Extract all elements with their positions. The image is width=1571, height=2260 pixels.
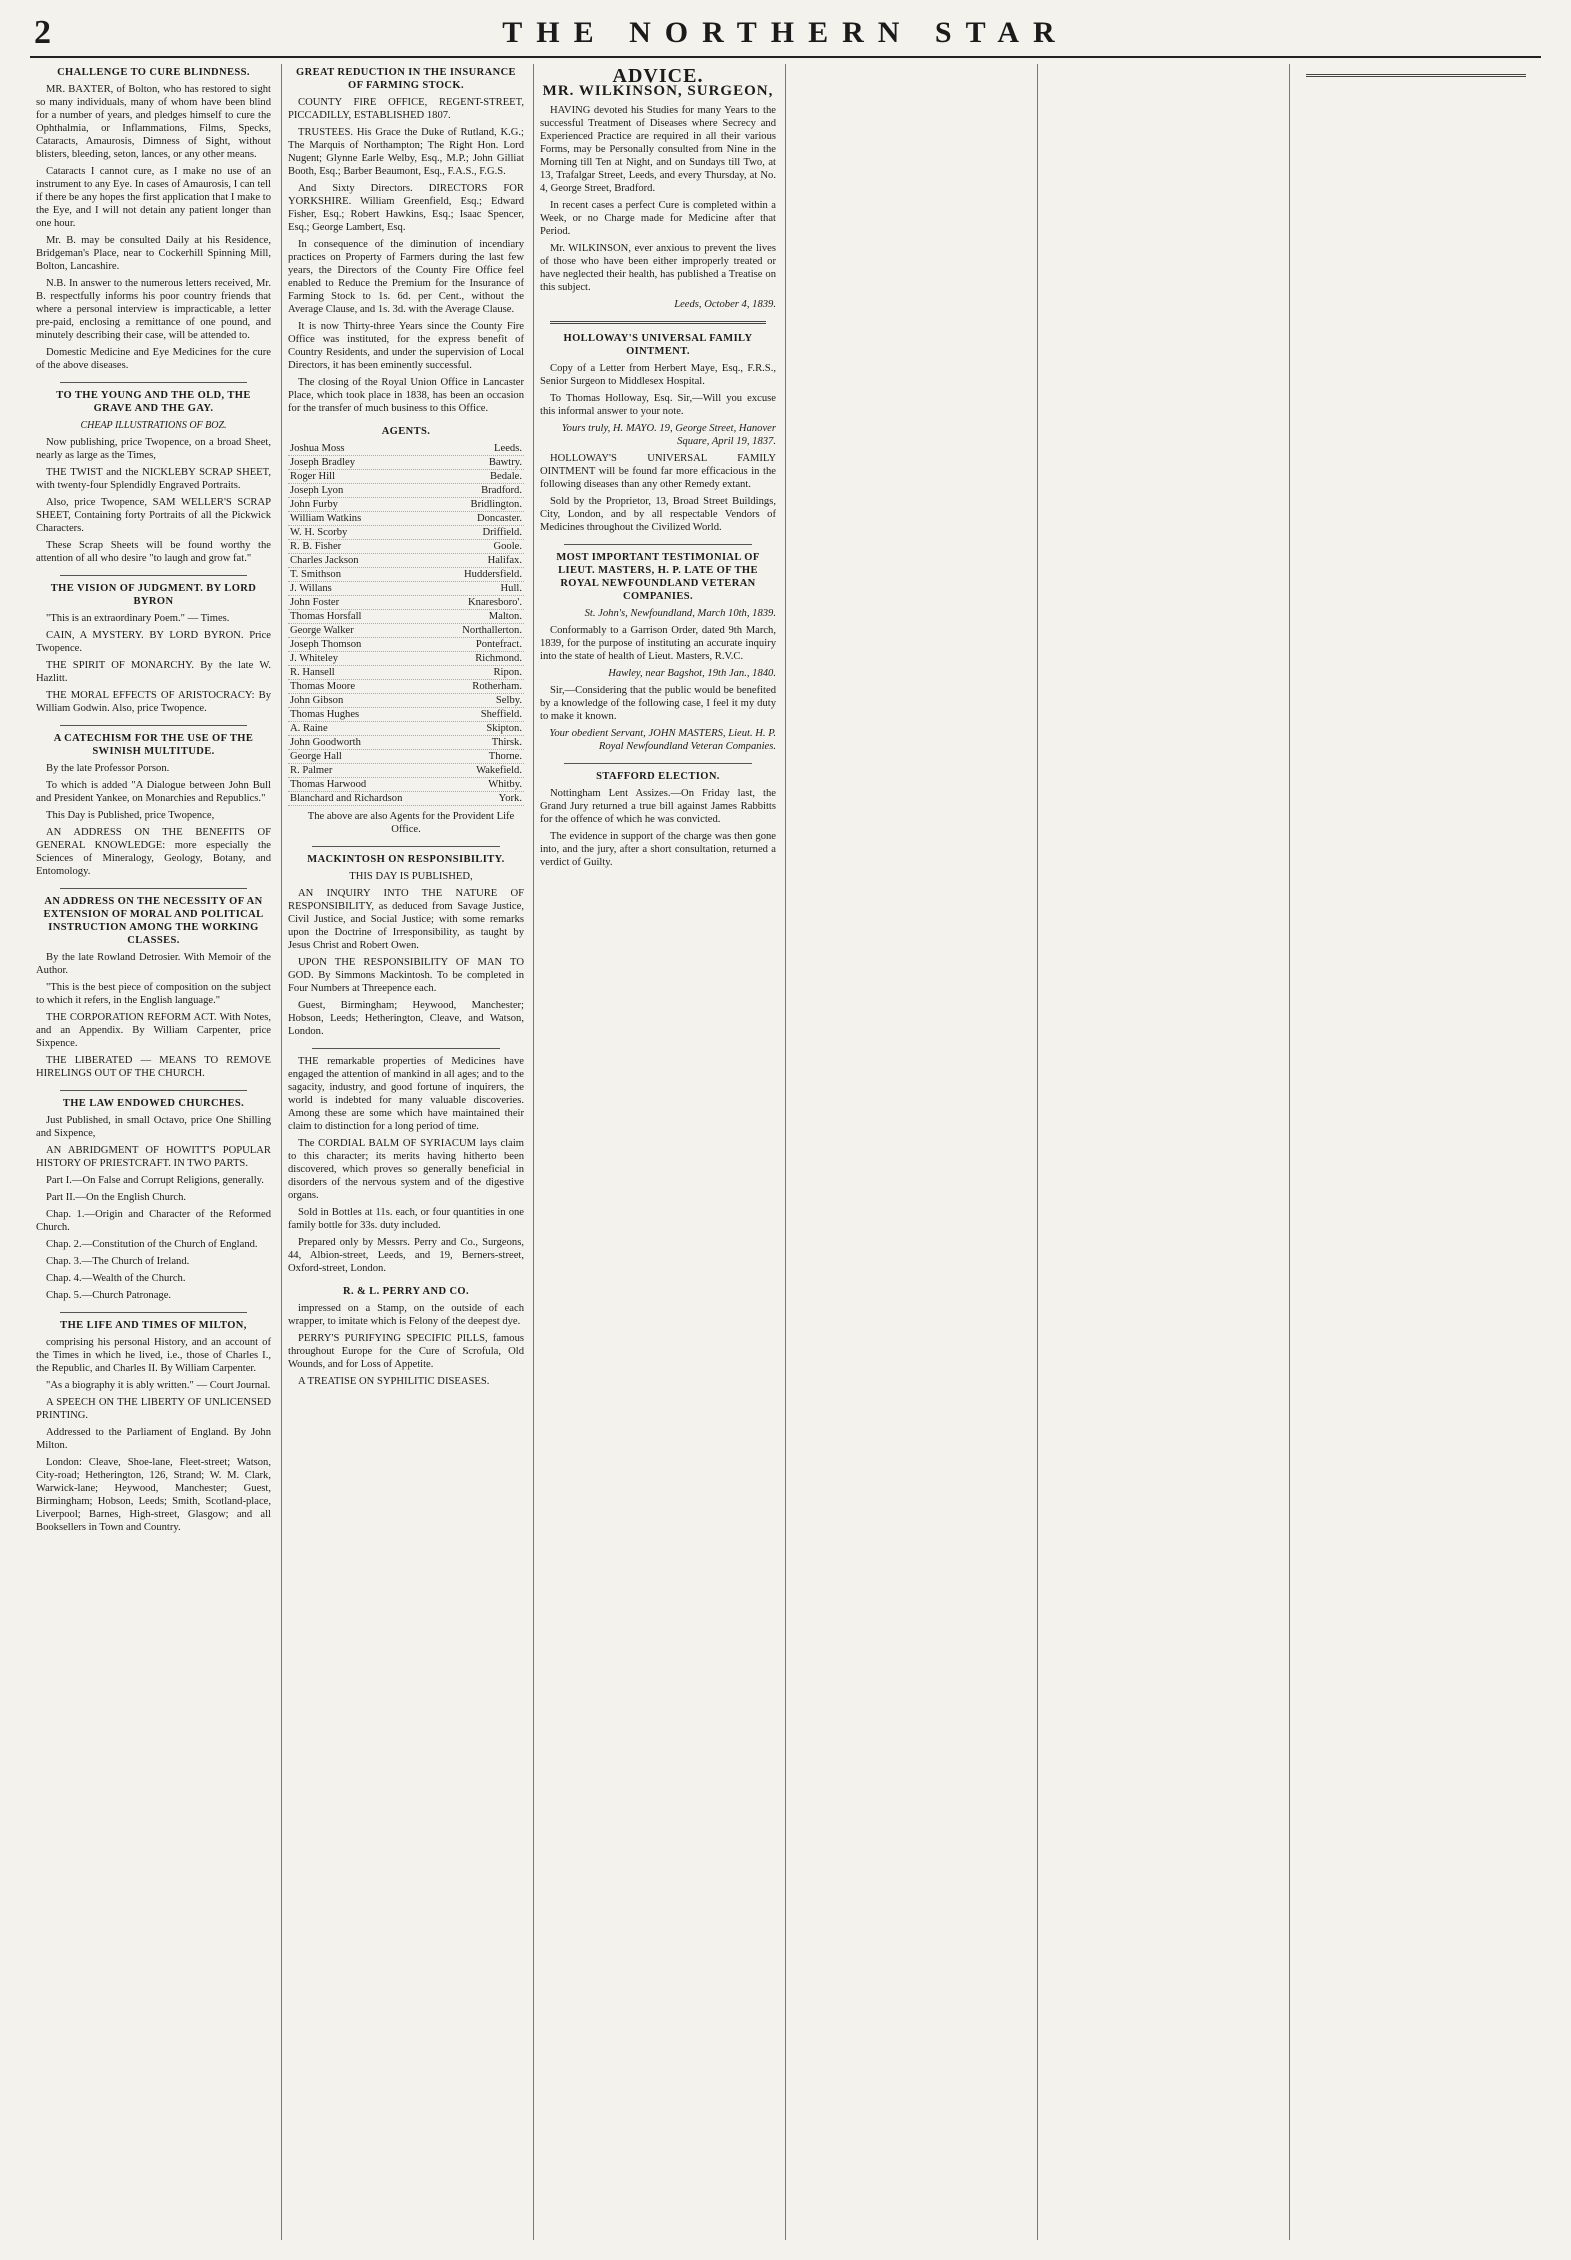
- article-paragraph: Part I.—On False and Corrupt Religions, generally.: [46, 1175, 264, 1186]
- divider: [60, 888, 247, 889]
- article-paragraph: AN ABRIDGMENT OF HOWITT'S POPULAR HISTORY OF PRIESTCRAFT. IN TWO PARTS.: [36, 1145, 271, 1169]
- article-paragraph: To which is added "A Dialogue between John Bull and President Yankee, on Monarchies and Republics.": [36, 780, 271, 804]
- agent-town: Hull.: [500, 583, 522, 594]
- article-heading: ADVICE.: [612, 65, 704, 87]
- article-paragraph: AN ADDRESS ON THE BENEFITS OF GENERAL KNOWLEDGE: more especially the Sciences of Mineralogy, Geology, Botany, and Entomology.: [36, 827, 271, 877]
- divider: [60, 575, 247, 576]
- article-paragraph: Chap. 2.—Constitution of the Church of England.: [46, 1239, 258, 1250]
- list-item: [288, 736, 524, 750]
- page-number: 2: [34, 14, 51, 51]
- agent-town: Knaresboro'.: [468, 597, 522, 608]
- article-paragraph: Domestic Medicine and Eye Medicines for the cure of the above diseases.: [36, 347, 271, 371]
- article-paragraph: AN INQUIRY INTO THE NATURE OF RESPONSIBILITY, as deduced from Savage Justice, Civil Justice, and Social Justice; with some remarks upon the Doctrine of Irresponsibility, as taught by Jesus Christ and Robert Owen.: [288, 888, 524, 951]
- list-item: [288, 652, 524, 666]
- article-paragraph: A SPEECH ON THE LIBERTY OF UNLICENSED PRINTING.: [36, 1397, 271, 1421]
- list-item: [288, 638, 524, 652]
- agents-list: [288, 425, 524, 836]
- list-item: [288, 610, 524, 624]
- article-paragraph: In consequence of the diminution of incendiary practices on Property of Farmers during the last few years, the Directors of the County Fire Office feel enabled to Reduce the Premium for the Insurance of Farming Stock to 1s. 6d. per Cent., without the Average Clause, and 1s. 3d. with the Average Clause.: [288, 239, 524, 315]
- agent-town: Selby.: [495, 695, 522, 706]
- agent-name: Joseph Lyon: [290, 485, 344, 496]
- columns: [30, 64, 1541, 2244]
- article-paragraph: comprising his personal History, and an account of the Times in which he lived, i.e., those of Charles I., the Republic, and Charles II. By William Carpenter.: [36, 1337, 271, 1374]
- column-4: [785, 64, 1034, 2240]
- list-item: [288, 526, 524, 540]
- agent-name: John Foster: [290, 597, 340, 608]
- list-item: [288, 680, 524, 694]
- divider: [312, 1048, 500, 1049]
- article-heading: A CATECHISM FOR THE USE OF THE SWINISH MULTITUDE.: [53, 733, 254, 757]
- agent-name: George Hall: [290, 751, 342, 762]
- article-paragraph: In recent cases a perfect Cure is completed within a Week, or no Charge made for Medicine after that Period.: [540, 200, 776, 237]
- list-item: [288, 442, 524, 456]
- article-heading: R. & L. PERRY AND CO.: [342, 1286, 470, 1297]
- article-balm: [288, 1055, 524, 1275]
- agent-town: Goole.: [493, 541, 522, 552]
- list-item: [288, 540, 524, 554]
- article-paragraph: Prepared only by Messrs. Perry and Co., Surgeons, 44, Albion-street, Leeds, and 19, Berners-street, Oxford-street, London.: [288, 1237, 524, 1274]
- article-paragraph: "As a biography it is ably written." — Court Journal.: [46, 1380, 271, 1391]
- article-heading: TO THE YOUNG AND THE OLD, THE GRAVE AND THE GAY.: [56, 390, 251, 414]
- agent-name: Thomas Horsfall: [290, 611, 362, 622]
- agent-name: A. Raine: [290, 723, 328, 734]
- agent-name: T. Smithson: [290, 569, 342, 580]
- article-milton: [36, 1319, 271, 1534]
- agent-town: Skipton.: [486, 723, 522, 734]
- article-dateline: St. John's, Newfoundland, March 10th, 1839.: [584, 608, 776, 619]
- list-item: [288, 694, 524, 708]
- list-item: [288, 792, 524, 806]
- article-churches: [36, 1097, 271, 1302]
- article-paragraph: By the late Rowland Detrosier. With Memoir of the Author.: [36, 952, 271, 976]
- article-paragraph: "This is an extraordinary Poem." — Times.: [46, 613, 230, 624]
- article-heading: THE LAW ENDOWED CHURCHES.: [62, 1098, 245, 1109]
- agent-town: Thorne.: [488, 751, 522, 762]
- article-paragraph: The closing of the Royal Union Office in Lancaster Place, which took place in 1838, has been an occasion for the transfer of much business to this Office.: [288, 377, 524, 414]
- article-paragraph: N.B. In answer to the numerous letters received, Mr. B. respectfully informs his poor country friends that where a personal interview is impracticable, a letter pre-paid, enclosing a remittance of one pound, and minutely describing their case, will be attended to.: [36, 278, 271, 341]
- article-dateline: Hawley, near Bagshot, 19th Jan., 1840.: [608, 668, 776, 679]
- list-item: [288, 456, 524, 470]
- article-paragraph: Cataracts I cannot cure, as I make no use of an instrument to any Eye. In cases of Amaurosis, I can tell if there be any hopes the first application that I make to the Eye, and I will not detain any patient longer than one hour.: [36, 166, 271, 229]
- divider: [60, 1090, 247, 1091]
- article-boz: [36, 389, 271, 565]
- agent-name: Charles Jackson: [290, 555, 359, 566]
- article-paragraph: THE remarkable properties of Medicines have engaged the attention of mankind in all ages; and to the sagacity, industry, and good fortune of inquirers, the world is indebted for many valuable discoveries. Among these are some which have maintained their claim to distinction for a long period of time.: [288, 1056, 524, 1132]
- article-stafford-election: [540, 770, 776, 869]
- article-paragraph: Also, price Twopence, SAM WELLER'S SCRAP SHEET, Containing forty Portraits of all the Pickwick Characters.: [36, 497, 271, 534]
- agent-town: Ripon.: [493, 667, 522, 678]
- agent-town: Driffield.: [482, 527, 522, 538]
- agent-town: Bedale.: [489, 471, 522, 482]
- list-item: [288, 582, 524, 596]
- article-paragraph: To Thomas Holloway, Esq. Sir,—Will you excuse this informal answer to your note.: [540, 393, 776, 417]
- article-paragraph: Nottingham Lent Assizes.—On Friday last, the Grand Jury returned a true bill against James Rabbitts for the offence of which he was convicted.: [540, 788, 776, 825]
- article-paragraph: London: Cleave, Shoe-lane, Fleet-street; Watson, City-road; Hetherington, 126, Strand; W. M. Clark, Warwick-lane; Heywood, Manchester; Guest, Birmingham; Hobson, Leeds; Smith, Scotland-place, Liverpool; Barnes, High-street, Glasgow; and all Booksellers in Town and Country.: [36, 1457, 271, 1533]
- list-item: [288, 554, 524, 568]
- article-paragraph: PERRY'S PURIFYING SPECIFIC PILLS, famous throughout Europe for the Cure of Scrofula, Old Wounds, and for Loss of Appetite.: [288, 1333, 524, 1370]
- agent-name: R. B. Fisher: [290, 541, 342, 552]
- list-item: [288, 778, 524, 792]
- agent-name: Thomas Harwood: [290, 779, 367, 790]
- article-paragraph: Sir,—Considering that the public would be benefited by a knowledge of the following case, I feel it my duty to make it known.: [540, 685, 776, 722]
- article-paragraph: Chap. 1.—Origin and Character of the Reformed Church.: [36, 1209, 271, 1233]
- article-heading: HOLLOWAY'S UNIVERSAL FAMILY OINTMENT.: [563, 333, 753, 357]
- article-advice: [540, 65, 776, 311]
- article-paragraph: It is now Thirty-three Years since the County Fire Office was instituted, for the express benefit of Country Residents, and under the supervision of Local Directors, it has been eminently successful.: [288, 321, 524, 371]
- article-heading: GREAT REDUCTION IN THE INSURANCE OF FARMING STOCK.: [296, 67, 516, 91]
- article-signature: Your obedient Servant, JOHN MASTERS, Lieut. H. P. Royal Newfoundland Veteran Companies.: [549, 728, 776, 752]
- agent-town: Malton.: [488, 611, 522, 622]
- column-5: [1037, 64, 1286, 2240]
- agent-town: Thirsk.: [491, 737, 522, 748]
- article-paragraph: UPON THE RESPONSIBILITY OF MAN TO GOD. By Simmons Mackintosh. To be completed in Four Numbers at Threepence each.: [288, 957, 524, 994]
- agent-name: John Gibson: [290, 695, 344, 706]
- article-paragraph: CAIN, A MYSTERY. BY LORD BYRON. Price Twopence.: [36, 630, 271, 654]
- agent-town: Doncaster.: [476, 513, 522, 524]
- divider: [550, 321, 766, 324]
- list-item: [288, 666, 524, 680]
- article-paragraph: Chap. 3.—The Church of Ireland.: [46, 1256, 190, 1267]
- article-paragraph: Copy of a Letter from Herbert Maye, Esq., F.R.S., Senior Surgeon to Middlesex Hospital.: [540, 363, 776, 387]
- list-item: [288, 708, 524, 722]
- article-paragraph: MR. BAXTER, of Bolton, who has restored to sight so many individuals, many of whom have been blind for a number of years, and pledges himself to cure the Ophthalmia, or Inflammations, Films, Specks, Cataracts, Amaurosis, Dimness of Sight, without blisters, bleeding, seton, lances, or any other means.: [36, 84, 271, 160]
- agent-town: Whitby.: [488, 779, 522, 790]
- column-1: [30, 64, 277, 2240]
- article-paragraph: THIS DAY IS PUBLISHED,: [349, 871, 473, 882]
- article-heading: CHALLENGE TO CURE BLINDNESS.: [57, 67, 250, 78]
- article-paragraph: By the late Professor Porson.: [46, 763, 170, 774]
- agent-name: William Watkins: [290, 513, 362, 524]
- article-paragraph: This Day is Published, price Twopence,: [46, 810, 215, 821]
- agent-name: Joseph Bradley: [290, 457, 356, 468]
- agent-town: Huddersfield.: [464, 569, 522, 580]
- article-heading: MOST IMPORTANT TESTIMONIAL OF LIEUT. MASTERS, H. P. LATE OF THE ROYAL NEWFOUNDLAND VETERAN COMPANIES.: [556, 552, 760, 602]
- divider: [312, 846, 500, 847]
- article-paragraph: Conformably to a Garrison Order, dated 9th March, 1839, for the purpose of instituting an accurate inquiry into the state of health of Lieut. Masters, R.V.C.: [540, 625, 776, 662]
- agent-town: Bridlington.: [470, 499, 522, 510]
- article-testimonial: [540, 551, 776, 753]
- article-heading: AGENTS.: [381, 426, 431, 437]
- list-item: [288, 568, 524, 582]
- article-paragraph: Addressed to the Parliament of England. By John Milton.: [36, 1427, 271, 1451]
- agent-town: Pontefract.: [475, 639, 522, 650]
- article-mackintosh: [288, 853, 524, 1038]
- agent-town: Rotherham.: [472, 681, 522, 692]
- article-subheading: MR. WILKINSON, SURGEON,: [542, 83, 774, 99]
- agent-name: J. Whiteley: [290, 653, 339, 664]
- agent-name: Blanchard and Richardson: [290, 793, 403, 804]
- agent-town: Bradford.: [481, 485, 522, 496]
- list-item: [288, 764, 524, 778]
- agent-name: Roger Hill: [290, 471, 336, 482]
- article-heading: AN ADDRESS ON THE NECESSITY OF AN EXTENSION OF MORAL AND POLITICAL INSTRUCTION AMONG THE WORKING CLASSES.: [43, 896, 264, 946]
- article-paragraph: TRUSTEES. His Grace the Duke of Rutland, K.G.; The Marquis of Northampton; The Right Hon. Lord Nugent; Glynne Earle Welby, Esq., M.P.; John Gilliat Booth, Esq.; Barber Beaumont, Esq., F.A.S., F.G.S.: [288, 127, 524, 177]
- article-catechism: [36, 732, 271, 878]
- list-item: [288, 498, 524, 512]
- agents-note: The above are also Agents for the Provident Life Office.: [307, 811, 515, 835]
- article-paragraph: Sold by the Proprietor, 13, Broad Street Buildings, City, London, and by all respectable Vendors of Medicines throughout the Civilized World.: [540, 496, 776, 533]
- agent-name: Thomas Hughes: [290, 709, 360, 720]
- article-paragraph: THE TWIST and the NICKLEBY SCRAP SHEET, with twenty-four Splendidly Engraved Portraits.: [36, 467, 271, 491]
- agent-name: W. H. Scorby: [290, 527, 348, 538]
- agent-name: John Goodworth: [290, 737, 361, 748]
- article-paragraph: HOLLOWAY'S UNIVERSAL FAMILY OINTMENT will be found far more efficacious in the following diseases than any other Remedy extant.: [540, 453, 776, 490]
- article-paragraph: THE CORPORATION REFORM ACT. With Notes, and an Appendix. By William Carpenter, price Sixpence.: [36, 1012, 271, 1049]
- article-paragraph: "This is the best piece of composition on the subject to which it refers, in the English language.": [36, 982, 271, 1006]
- article-heading: MACKINTOSH ON RESPONSIBILITY.: [307, 854, 505, 865]
- divider: [564, 763, 752, 764]
- agent-town: Richmond.: [475, 653, 522, 664]
- agent-town: Halifax.: [487, 555, 522, 566]
- article-signature: Yours truly, H. MAYO. 19, George Street, Hanover Square, April 19, 1837.: [561, 423, 776, 447]
- divider: [60, 382, 247, 383]
- article-detrosier: [36, 895, 271, 1080]
- article-paragraph: THE MORAL EFFECTS OF ARISTOCRACY: By William Godwin. Also, price Twopence.: [36, 690, 271, 714]
- article-paragraph: Sold in Bottles at 11s. each, or four quantities in one family bottle for 33s. duty included.: [288, 1207, 524, 1231]
- agent-name: Thomas Moore: [290, 681, 356, 692]
- agent-name: R. Palmer: [290, 765, 333, 776]
- article-paragraph: Part II.—On the English Church.: [46, 1192, 187, 1203]
- agent-town: Northallerton.: [462, 625, 522, 636]
- article-paragraph: impressed on a Stamp, on the outside of each wrapper, to imitate which is Felony of the deepest dye.: [288, 1303, 524, 1327]
- list-item: [288, 722, 524, 736]
- agent-name: R. Hansell: [290, 667, 335, 678]
- article-holloway: [540, 332, 776, 534]
- newspaper-title: THE NORTHERN STAR: [502, 16, 1069, 49]
- agent-name: Joshua Moss: [290, 443, 345, 454]
- agent-town: Sheffield.: [480, 709, 522, 720]
- article-paragraph: Mr. B. may be consulted Daily at his Residence, Bridgeman's Place, near to Cockerhill Spinning Mill, Bolton, Lancashire.: [36, 235, 271, 272]
- agent-name: John Furby: [290, 499, 338, 510]
- article-heading: THE LIFE AND TIMES OF MILTON,: [60, 1320, 247, 1331]
- article-paragraph: Mr. WILKINSON, ever anxious to prevent the lives of those who have been either improperly treated or have neglected their health, has published a Treatise on this subject.: [540, 243, 776, 293]
- list-item: [288, 596, 524, 610]
- article-insurance: [288, 66, 524, 415]
- article-perry: [288, 1285, 524, 1388]
- article-signature: Leeds, October 4, 1839.: [674, 299, 776, 310]
- agent-name: Joseph Thomson: [290, 639, 362, 650]
- article-heading: STAFFORD ELECTION.: [596, 771, 720, 782]
- article-paragraph: Just Published, in small Octavo, price One Shilling and Sixpence,: [36, 1115, 271, 1139]
- agent-town: York.: [498, 793, 522, 804]
- article-blindness: [36, 66, 271, 372]
- article-paragraph: HAVING devoted his Studies for many Years to the successful Treatment of Diseases where Secrecy and Experienced Practice are required in all their various Forms, may be Personally consulted from Nine in the Morning till Ten at Night, and on Sundays till Two, at 13, Trafalgar Street, Leeds, and every Thursday, at No. 4, George Street, Bradford.: [540, 105, 776, 194]
- article-paragraph: Now publishing, price Twopence, on a broad Sheet, nearly as large as the Times,: [36, 437, 271, 461]
- agents-table: [288, 442, 524, 806]
- article-paragraph: A TREATISE ON SYPHILITIC DISEASES.: [298, 1376, 490, 1387]
- agent-name: J. Willans: [290, 583, 332, 594]
- article-subheading: CHEAP ILLUSTRATIONS OF BOZ.: [80, 420, 227, 431]
- list-item: [288, 512, 524, 526]
- column-2: [281, 64, 530, 2240]
- article-paragraph: Chap. 4.—Wealth of the Church.: [46, 1273, 186, 1284]
- list-item: [288, 484, 524, 498]
- article-paragraph: THE SPIRIT OF MONARCHY. By the late W. Hazlitt.: [36, 660, 271, 684]
- divider: [60, 725, 247, 726]
- list-item: [288, 470, 524, 484]
- agent-town: Bawtry.: [488, 457, 522, 468]
- article-paragraph: The CORDIAL BALM OF SYRIACUM lays claim to this character; its merits having hitherto been discovered, which proves so generally beneficial in disorders of the nervous system and of the digestive organs.: [288, 1138, 524, 1201]
- divider: [564, 544, 752, 545]
- article-paragraph: Chap. 5.—Church Patronage.: [46, 1290, 172, 1301]
- list-item: [288, 750, 524, 764]
- agent-town: Leeds.: [494, 443, 522, 454]
- article-paragraph: The evidence in support of the charge was then gone into, and the jury, after a short consultation, returned a verdict of Guilty.: [540, 831, 776, 868]
- divider: [1306, 74, 1526, 77]
- article-paragraph: These Scrap Sheets will be found worthy the attention of all who desire "to laugh and grow fat.": [36, 540, 271, 564]
- agent-town: Wakefield.: [476, 765, 522, 776]
- masthead: [30, 12, 1541, 58]
- article-heading: THE VISION OF JUDGMENT. BY LORD BYRON: [50, 583, 257, 607]
- agent-name: George Walker: [290, 625, 354, 636]
- article-paragraph: Guest, Birmingham; Heywood, Manchester; Hobson, Leeds; Hetherington, Cleave, and Watson, London.: [288, 1000, 524, 1037]
- column-6: [1289, 64, 1542, 2240]
- article-paragraph: COUNTY FIRE OFFICE, REGENT-STREET, PICCADILLY, ESTABLISHED 1807.: [288, 97, 524, 121]
- divider: [60, 1312, 247, 1313]
- column-3: [533, 64, 782, 2240]
- article-paragraph: THE LIBERATED — MEANS TO REMOVE HIRELINGS OUT OF THE CHURCH.: [36, 1055, 271, 1079]
- list-item: [288, 624, 524, 638]
- article-paragraph: And Sixty Directors. DIRECTORS FOR YORKSHIRE. William Greenfield, Esq.; Edward Fisher, Esq.; Robert Hawkins, Esq.; Isaac Spencer, Esq.; George Lambert, Esq.: [288, 183, 524, 233]
- article-byron: [36, 582, 271, 715]
